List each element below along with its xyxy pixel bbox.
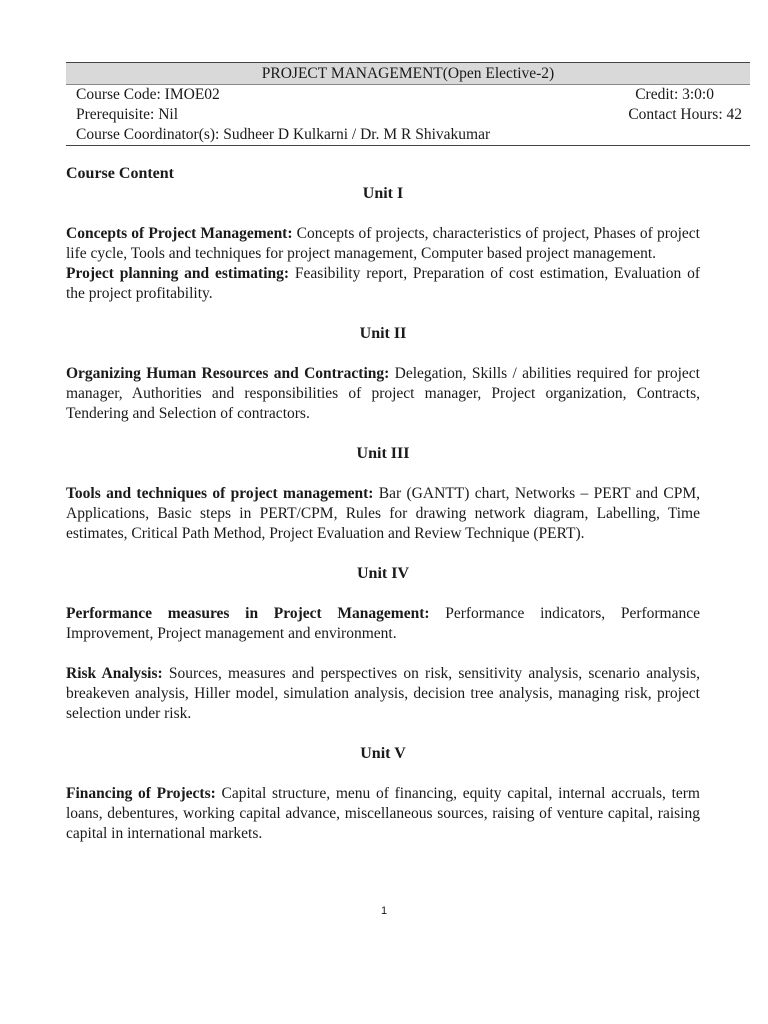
topic-text: Performance indicators, Performance Improvement, Project management and environment. [66,605,700,642]
topic-text: Delegation, Skills / abilities required for project manager, Authorities and responsibilities of project manager, Project organization, Contracts, Tendering and Selection of contractors. [66,365,700,422]
prerequisite: Prerequisite: Nil [76,106,179,123]
topic-term: Financing of Projects: [66,785,216,802]
credit: Credit: 3:0:0 [635,86,714,103]
header-row-prereq-hours [66,105,750,125]
header-row-code-credit [66,85,750,105]
course-header-table [66,62,750,146]
topic-text: Concepts of projects, characteristics of project, Phases of project life cycle, Tools and techniques for project management, Computer based project management. [66,225,700,262]
topic-paragraph [66,264,700,304]
course-content-label: Course Content [66,165,174,182]
course-content [66,164,700,844]
page-number: 1 [380,905,388,917]
unit-heading: Unit III [356,445,410,462]
topic-paragraph [66,364,700,424]
topic-paragraph [66,784,700,844]
topic-term: Risk Analysis: [66,665,163,682]
topic-paragraph [66,664,700,724]
topic-paragraph [66,484,700,544]
topic-paragraph [66,604,700,644]
course-coordinators: Course Coordinator(s): Sudheer D Kulkarni / Dr. M R Shivakumar [76,126,491,143]
course-title: PROJECT MANAGEMENT(Open Elective-2) [66,63,750,85]
topic-term: Concepts of Project Management: [66,225,293,242]
unit-heading: Unit V [360,745,406,762]
topic-text: Bar (GANTT) chart, Networks – PERT and CPM, Applications, Basic steps in PERT/CPM, Rules for drawing network diagram, Labelling, Time estimates, Critical Path Method, Project Evaluation and Review Technique (PERT). [66,485,700,542]
topic-text: Feasibility report, Preparation of cost estimation, Evaluation of the project profitability. [66,265,700,302]
course-code: Course Code: IMOE02 [76,86,220,103]
topic-term: Project planning and estimating: [66,265,290,282]
unit-heading: Unit I [362,185,404,202]
header-row-coordinators [66,125,750,145]
unit-heading: Unit IV [356,565,409,582]
contact-hours: Contact Hours: 42 [628,106,742,123]
topic-text: Capital structure, menu of financing, equity capital, internal accruals, term loans, debentures, working capital advance, miscellaneous sources, raising of venture capital, raising capital in international markets. [66,785,700,842]
topic-term: Performance measures in Project Management: [66,605,430,622]
topic-text: Sources, measures and perspectives on risk, sensitivity analysis, scenario analysis, breakeven analysis, Hiller model, simulation analysis, decision tree analysis, managing risk, project selection under risk. [66,665,701,722]
topic-term: Organizing Human Resources and Contracting: [66,365,390,382]
unit-heading: Unit II [359,325,407,342]
topic-term: Tools and techniques of project management: [66,485,374,502]
topic-paragraph [66,224,700,264]
